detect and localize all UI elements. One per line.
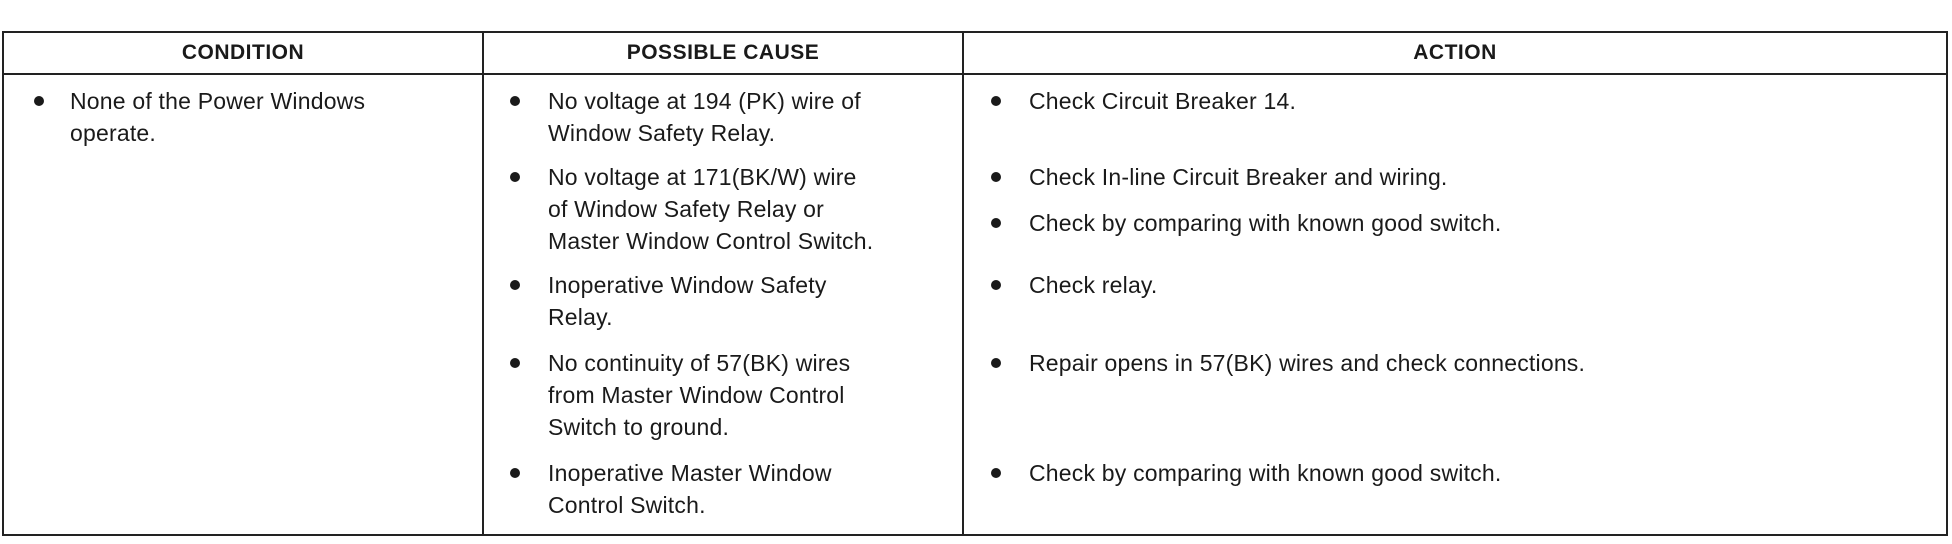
bullet-icon [510, 468, 520, 478]
header-action: ACTION [1413, 41, 1497, 64]
bullet-icon [510, 358, 520, 368]
cause-text: Inoperative Window Safety Relay. [548, 272, 827, 330]
cause-item [510, 161, 950, 257]
bullet-icon [510, 280, 520, 290]
bullet-icon [991, 96, 1001, 106]
cause-item [510, 85, 950, 149]
action-item [991, 269, 1921, 301]
action-item [991, 85, 1921, 117]
condition-item [34, 85, 454, 149]
header-condition: CONDITION [181, 41, 305, 64]
column-divider [482, 33, 484, 534]
cause-item [510, 457, 950, 521]
header-divider [4, 73, 1946, 75]
bullet-icon [34, 96, 44, 106]
action-item [991, 161, 1921, 193]
action-item [991, 207, 1921, 239]
action-text: Check relay. [1029, 272, 1158, 298]
action-text: Check by comparing with known good switch. [1029, 460, 1502, 486]
cause-item [510, 347, 950, 443]
action-text: Check Circuit Breaker 14. [1029, 88, 1297, 114]
bullet-icon [991, 218, 1001, 228]
action-text: Check In-line Circuit Breaker and wiring. [1029, 164, 1448, 190]
cause-text: No voltage at 194 (PK) wire of Window Safety Relay. [548, 88, 861, 146]
condition-text: None of the Power Windows operate. [70, 88, 366, 146]
cause-text: No continuity of 57(BK) wires from Master Window Control Switch to ground. [548, 350, 851, 440]
bullet-icon [510, 96, 520, 106]
action-text: Check by comparing with known good switch. [1029, 210, 1502, 236]
bullet-icon [991, 280, 1001, 290]
header-possible-cause: POSSIBLE CAUSE [626, 41, 820, 64]
cause-text: Inoperative Master Window Control Switch. [548, 460, 832, 518]
bullet-icon [991, 358, 1001, 368]
bullet-icon [991, 468, 1001, 478]
column-divider [962, 33, 964, 534]
cause-text: No voltage at 171(BK/W) wire of Window Safety Relay or Master Window Control Switch. [548, 164, 874, 254]
action-item [991, 457, 1921, 489]
action-text: Repair opens in 57(BK) wires and check connections. [1029, 350, 1586, 376]
bullet-icon [510, 172, 520, 182]
diagnosis-table [2, 31, 1948, 536]
action-item [991, 347, 1921, 379]
cause-item [510, 269, 950, 333]
bullet-icon [991, 172, 1001, 182]
